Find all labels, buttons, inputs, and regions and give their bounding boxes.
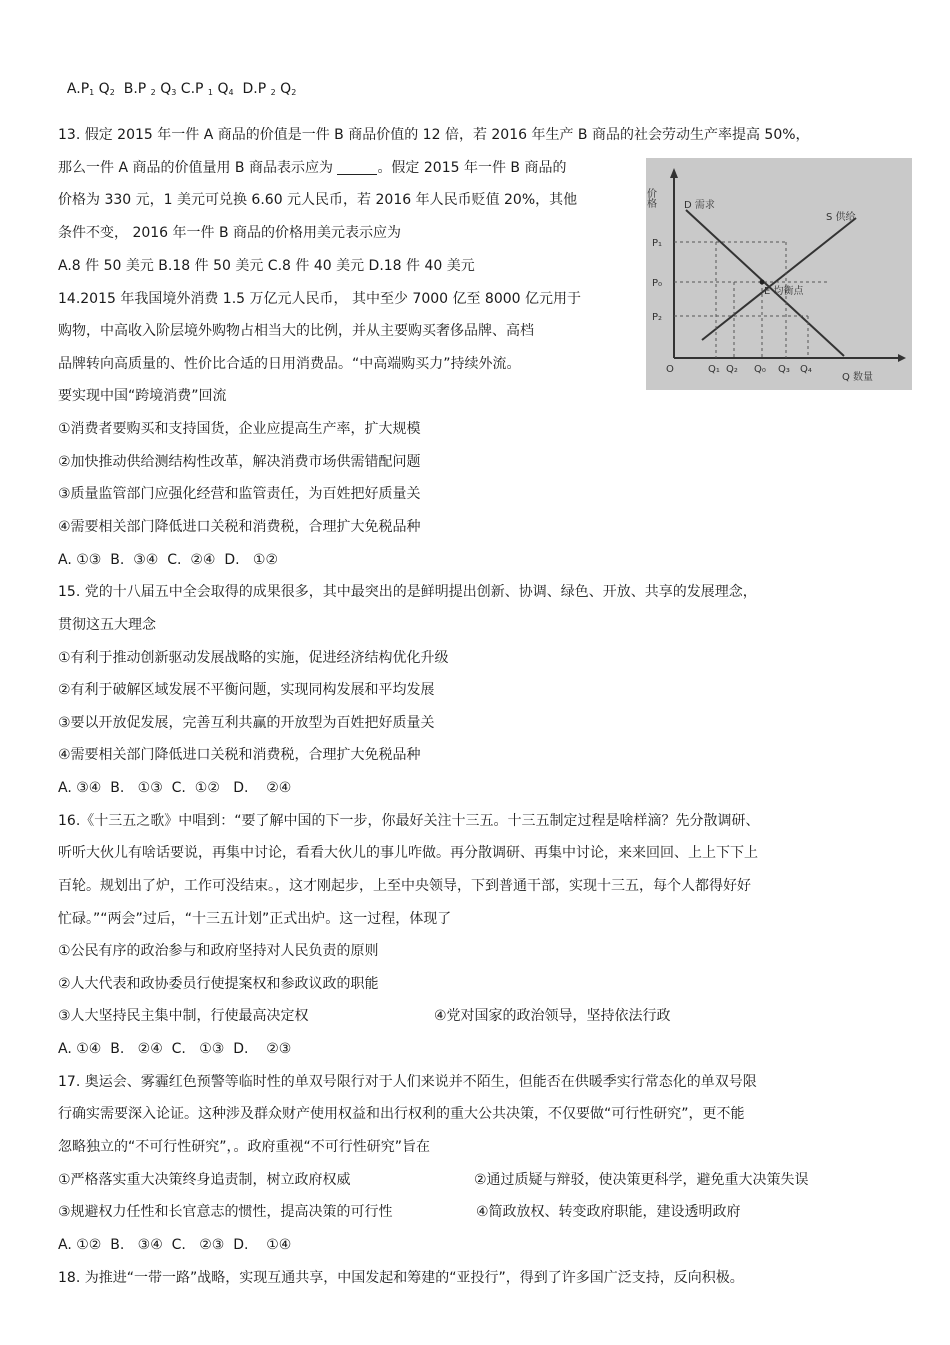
q17-options: A. ①② B. ③④ C. ②③ D. ①④ bbox=[58, 1237, 292, 1253]
q13-line-1: 13. 假定 2015 年一件 A 商品的价值是一件 B 商品价值的 12 倍，若 2016 年生产 B 商品的社会劳动生产率提高 50%， bbox=[58, 127, 810, 143]
q16-item-3: ③人大坚持民主集中制，行使最高决定权 bbox=[58, 1008, 309, 1024]
q16-line-4: 忙碌。”“两会”过后，“十三五计划”正式出炉。这一过程，体现了 bbox=[58, 911, 452, 927]
q14-options: A. ①③ B. ③④ C. ②④ D. ①② bbox=[58, 552, 279, 568]
q15-item-2: ②有利于破解区域发展不平衡问题，实现同构发展和平均发展 bbox=[58, 682, 435, 698]
q15-line-2: 贯彻这五大理念 bbox=[58, 617, 156, 633]
q14-line-1: 14.2015 年我国境外消费 1.5 万亿元人民币， 其中至少 7000 亿至 8000 亿元用于 bbox=[58, 291, 582, 307]
q16-item-2: ②人大代表和政协委员行使提案权和参政议政的职能 bbox=[58, 976, 379, 992]
q17-line-3: 忽略独立的“不可行性研究”，。政府重视“不可行性研究”旨在 bbox=[58, 1139, 431, 1155]
q17-line-2: 行确实需要深入论证。这种涉及群众财产使用权益和出行权利的重大公共决策，不仅要做“可行性研究”，更不能 bbox=[58, 1106, 745, 1122]
supply-demand-diagram bbox=[646, 158, 912, 390]
origin-label: O bbox=[666, 364, 674, 375]
q16-line-2: 听听大伙儿有啥话要说，再集中讨论，看看大伙儿的事儿咋做。再分散调研、再集中讨论，来来回回、上上下下上 bbox=[58, 845, 758, 861]
q15-options: A. ③④ B. ①③ C. ①② D. ②④ bbox=[58, 780, 292, 796]
q17-item-2: ②通过质疑与辩驳，使决策更科学，避免重大决策失误 bbox=[474, 1172, 809, 1188]
answer-blank bbox=[337, 160, 377, 175]
q0-label: Q₀ bbox=[754, 364, 766, 375]
q15-line-1: 15. 党的十八届五中全会取得的成果很多，其中最突出的是鲜明提出创新、协调、绿色、开放、共享的发展理念， bbox=[58, 584, 757, 600]
y-axis-label: 价格 bbox=[644, 188, 656, 208]
q16-options: A. ①④ B. ②④ C. ①③ D. ②③ bbox=[58, 1041, 292, 1057]
q16-item-4: ④党对国家的政治领导，坚持依法行政 bbox=[434, 1008, 671, 1024]
q14-item-1: ①消费者要购买和支持国货，企业应提高生产率，扩大规模 bbox=[58, 421, 421, 437]
x-axis-label: Q 数量 bbox=[842, 372, 874, 383]
equilibrium-label: E 均衡点 bbox=[764, 286, 804, 297]
p2-label: P₂ bbox=[652, 312, 663, 323]
q17-item-3: ③规避权力任性和长官意志的惯性，提高决策的可行性 bbox=[58, 1204, 393, 1220]
q14-item-3: ③质量监管部门应强化经营和监管责任，为百姓把好质量关 bbox=[58, 486, 421, 502]
supply-curve bbox=[702, 218, 856, 340]
q14-line-3: 品牌转向高质量的、性价比合适的日用消费品。“中高端购买力”持续外流。 bbox=[58, 356, 521, 372]
q13-line-3: 价格为 330 元，1 美元可兑换 6.60 元人民币，若 2016 年人民币贬值 20%，其他 bbox=[58, 192, 578, 208]
p0-label: P₀ bbox=[652, 278, 663, 289]
x-axis-arrow bbox=[898, 354, 906, 362]
supply-demand-figure bbox=[646, 158, 912, 390]
q15-item-4: ④需要相关部门降低进口关税和消费税，合理扩大免税品种 bbox=[58, 747, 421, 763]
q14-line-2: 购物，中高收入阶层境外购物占相当大的比例，并从主要购买奢侈品牌、高档 bbox=[58, 323, 534, 339]
supply-label: S 供给 bbox=[826, 212, 856, 223]
q12-options: $A.P_1$ $Q_2$ B.P $_2$ $Q_3$ C.P $_1$ $Q_4$ D.P $_2$ $Q_2$ bbox=[66, 81, 297, 97]
q16-line-1: 16.《十三五之歌》中唱到：“要了解中国的下一步，你最好关注十三五。十三五制定过程是啥样滴？先分散调研、 bbox=[58, 813, 760, 829]
q13-options: A.8 件 50 美元 B.18 件 50 美元 C.8 件 40 美元 D.18 件 40 美元 bbox=[58, 258, 475, 274]
q17-item-1: ①严格落实重大决策终身追责制，树立政府权威 bbox=[58, 1172, 351, 1188]
q15-item-3: ③要以开放促发展，完善互利共赢的开放型为百姓把好质量关 bbox=[58, 715, 435, 731]
q17-item-4: ④简政放权、转变政府职能，建设透明政府 bbox=[476, 1204, 741, 1220]
q16-item-1: ①公民有序的政治参与和政府坚持对人民负责的原则 bbox=[58, 943, 379, 959]
demand-label: D 需求 bbox=[684, 200, 715, 211]
q14-line-4: 要实现中国“跨境消费”回流 bbox=[58, 388, 227, 404]
q17-line-1: 17. 奥运会、雾霾红色预警等临时性的单双号限行对于人们来说并不陌生，但能否在供暖季实行常态化的单双号限 bbox=[58, 1074, 757, 1090]
q4-label: Q₄ bbox=[800, 364, 812, 375]
q14-item-2: ②加快推动供给测结构性改革，解决消费市场供需错配问题 bbox=[58, 454, 421, 470]
q15-item-1: ①有利于推动创新驱动发展战略的实施，促进经济结构优化升级 bbox=[58, 650, 449, 666]
q3-label: Q₃ bbox=[778, 364, 790, 375]
q18-line-1: 18. 为推进“一带一路”战略，实现互通共享，中国发起和筹建的“亚投行”，得到了许多国广泛支持，反向积极。 bbox=[58, 1270, 744, 1286]
y-axis-arrow bbox=[670, 168, 678, 178]
q16-line-3: 百轮。规划出了炉，工作可没结束。，这才刚起步，上至中央领导，下到普通干部，实现十三五，每个人都得好好 bbox=[58, 878, 751, 894]
q13-line-4: 条件不变， 2016 年一件 B 商品的价格用美元表示应为 bbox=[58, 225, 402, 241]
q2-label: Q₂ bbox=[726, 364, 738, 375]
equilibrium-point bbox=[760, 280, 765, 285]
p1-label: P₁ bbox=[652, 238, 663, 249]
q13-line-2: 那么一件 A 商品的价值量用 B 商品表示应为 。假定 2015 年一件 B 商品的 bbox=[58, 160, 567, 176]
q14-item-4: ④需要相关部门降低进口关税和消费税，合理扩大免税品种 bbox=[58, 519, 421, 535]
q1-label: Q₁ bbox=[708, 364, 720, 375]
